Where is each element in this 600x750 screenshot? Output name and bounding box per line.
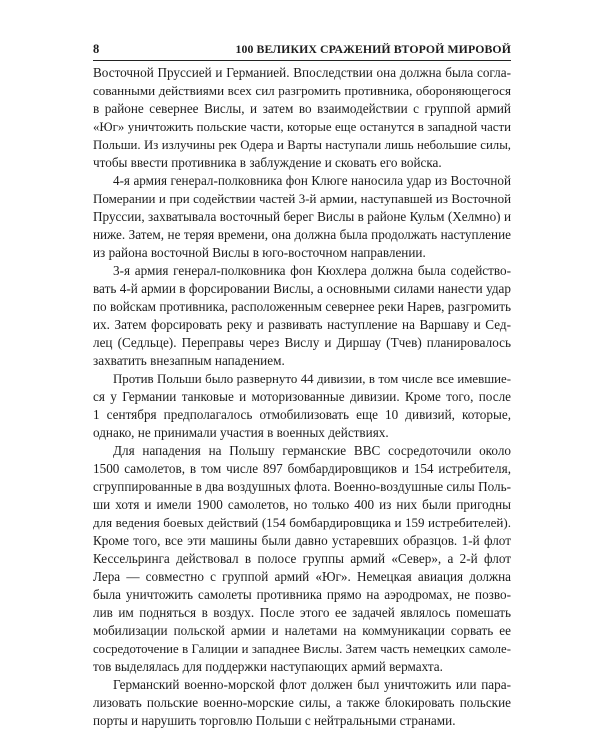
text-line: Против Польши было развернуто 44 дивизии, в том числе все имевшие- xyxy=(113,372,511,386)
text-line: порты и нарушить торговлю Польши с нейтральными странами. xyxy=(93,713,456,728)
text-line: Польши. Из излучины рек Одера и Варты наступали лишь небольшие силы, xyxy=(93,138,511,152)
text-line: для ведения боевых действий (154 бомбардировщика и 159 истребителей). xyxy=(93,515,511,530)
text-line: из района восточной Вислы в юго-восточном направлении. xyxy=(93,245,426,260)
text-line: лив им подняться в воздух. После этого ее задачей являлось помешать xyxy=(93,605,511,620)
paragraph xyxy=(93,442,511,676)
text-line: чтобы ввести противника в заблуждение и сковать его войска. xyxy=(93,155,442,170)
text-line: Восточной Пруссией и Германией. Впоследствии она должна была согла- xyxy=(93,65,511,80)
text-line: ниже. Затем, не теряя времени, она должна была продолжать наступление xyxy=(93,227,511,242)
text-line: Германский военно-морской флот должен был уничтожить или пара- xyxy=(113,677,511,692)
text-line: в районе севернее Вислы, и затем во взаимодействии с группой армий xyxy=(93,101,511,116)
running-title: 100 ВЕЛИКИХ СРАЖЕНИЙ ВТОРОЙ МИРОВОЙ xyxy=(235,42,511,56)
body-text xyxy=(93,64,511,730)
text-line: Пруссии, захватывала восточный берег Вислы в районе Кульм (Хелмно) и xyxy=(93,209,511,224)
text-line: Кроме того, все эти машины были давно устаревших образцов. 1-й флот xyxy=(93,533,511,548)
text-line: 1 сентября предполагалось отмобилизовать еще 10 дивизий, которые, xyxy=(93,407,511,422)
text-line: 1500 самолетов, в том числе 897 бомбардировщиков и 154 истребителя, xyxy=(93,461,511,476)
text-line: однако, не принимали участия в военных действиях. xyxy=(93,425,389,440)
text-line: Померании и при содействии частей 3-й армии, наступавшей из Восточной xyxy=(93,191,511,206)
text-line: 4-я армия генерал-полковника фон Клюге наносила удар из Восточной xyxy=(113,173,511,188)
text-line: Лера — совместно с группой армий «Юг». Немецкая авиация должна xyxy=(93,569,511,584)
text-line: Для нападения на Польшу германские ВВС сосредоточили около xyxy=(113,443,511,458)
paragraph xyxy=(93,370,511,442)
text-line: сосредоточение в Галиции и западнее Вислы. Затем часть немецких самоле- xyxy=(93,642,511,656)
text-line: Кессельринга действовал в полосе группы армий «Север», а 2-й флот xyxy=(93,551,511,566)
paragraph xyxy=(93,676,511,730)
text-line: сованными действиями всех сил разгромить противника, обороняющегося xyxy=(93,83,511,98)
paragraph xyxy=(93,262,511,370)
text-line: «Юг» уничтожить польские части, которые еще останутся в западной части xyxy=(93,120,511,134)
text-line: 3-я армия генерал-полковника фон Кюхлера должна была содейство- xyxy=(113,263,511,278)
text-line: мобилизации польской армии и налетами на коммуникации сорвать ее xyxy=(93,623,511,638)
text-line: лизовать польские военно-морские силы, а также блокировать польские xyxy=(93,695,511,710)
text-line: ся у Германии танковые и моторизованные дивизии. Кроме того, после xyxy=(93,389,511,404)
text-line: тов выделялась для поддержки наступающих армий вермахта. xyxy=(93,659,443,674)
text-line: была уничтожить самолеты противника прямо на аэродромах, не позво- xyxy=(93,587,511,602)
text-line: вать 4-й армии в форсировании Вислы, а основными силами нанести удар xyxy=(93,281,511,296)
text-line: захватить внезапным нападением. xyxy=(93,353,285,368)
text-line: лец (Седльце). Переправы через Вислу и Диршау (Тчев) планировалось xyxy=(93,335,511,350)
text-line: их. Затем форсировать реку и развивать наступление на Варшаву и Сед- xyxy=(93,317,511,332)
text-line: сгруппированные в два воздушных флота. Военно-воздушные силы Поль- xyxy=(93,479,511,494)
page-header xyxy=(93,40,511,61)
page-number: 8 xyxy=(93,42,100,56)
paragraph xyxy=(93,64,511,172)
text-line: ши хотя и имели 1900 самолетов, но только 400 из них были пригодны xyxy=(93,497,511,512)
text-line: по войскам противника, расположенным севернее реки Нарев, разгромить xyxy=(93,299,511,314)
paragraph xyxy=(93,172,511,262)
